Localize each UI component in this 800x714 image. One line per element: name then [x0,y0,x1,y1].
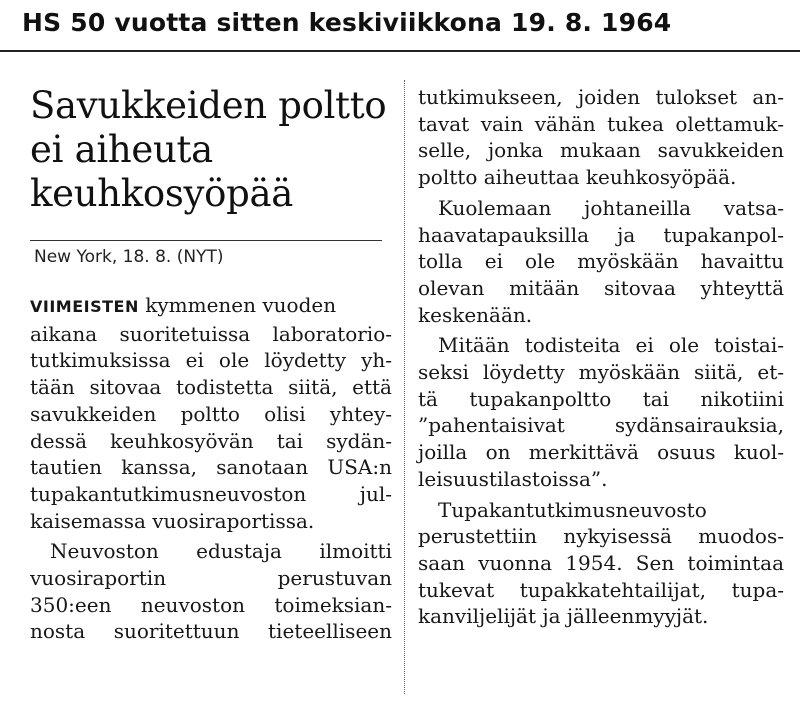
text-line: haavatapauksilla ja tupakanpol- [418,222,785,247]
headline-line: ei aiheuta [30,128,213,171]
text-line: tutkimuksissa ei ole löydetty yh- [30,348,393,373]
paragraph [418,332,784,492]
text-line: vuosiraportin perustuvan [30,566,392,591]
dateline: New York, 18. 8. (NYT) [34,247,224,267]
text-line: perustettiin nykyisessä muodos- [418,524,784,549]
right-body [418,84,784,630]
text-line: nosta suoritettuun tieteelliseen [30,619,392,644]
left-column [30,84,392,216]
text-line: Kuolemaan johtaneilla vatsa- [438,195,785,220]
text-line: tä tupakanpoltto tai nikotiini [418,386,785,411]
paragraph [418,84,784,191]
headline-line: Savukkeiden poltto [30,84,387,127]
text-line [30,292,392,321]
text-line: tolla ei ole myöskään havaittu [418,249,785,274]
text-line: tavat vain vähän tukea olettamuk- [418,111,785,136]
text-line: kaisemassa vuosiraportissa. [30,508,315,533]
paragraph [30,538,392,645]
column-divider [404,80,405,694]
paragraph [418,497,784,631]
text-line: tupakantutkimusneuvoston jul- [30,481,392,506]
text-line: Neuvoston edustaja ilmoitti [50,539,392,564]
header-rule [0,50,800,52]
text-line: tukevat tupakkatehtailijat, tupa- [418,577,785,602]
text-line: savukkeiden poltto olisi yhtey- [30,401,392,426]
text-line: kanviljelijät ja jälleenmyyjät. [418,604,709,629]
left-body [30,292,392,645]
text-line: ”pahentaisivat sydänsairauksia, [418,413,784,438]
text-line: joilla on merkittävä osuus kuol- [418,440,784,465]
paragraph [418,195,784,329]
text-line: tään sitovaa todistetta siitä, että [30,375,392,400]
text-line: selle, jonka mukaan savukkeiden [418,138,784,163]
lead-word: VIIMEISTEN [30,297,139,316]
text-line: tutkimukseen, joiden tulokset an- [418,85,784,109]
text-line: keskenään. [418,302,533,327]
text-line: aikana suoritetuissa laboratorio- [30,321,392,346]
text-line: 350:een neuvoston toimeksian- [30,592,392,617]
text-line: Tupakantutkimusneuvosto [438,497,707,522]
text-line: leisuustilastoissa”. [418,466,608,491]
page-header-title: HS 50 vuotta sitten keskiviikkona 19. 8. 1964 [22,8,672,37]
headline-line: keuhkosyöpää [30,172,294,215]
text-line: seksi löydetty myöskään siitä, et- [418,360,784,385]
text-line: tautien kanssa, sanotaan USA:n [30,455,392,480]
text-line: olevan mitään sitovaa yhteyttä [418,275,785,300]
text-line: saan vuonna 1954. Sen toimintaa [418,550,785,575]
dateline-rule [30,240,382,241]
headline [30,84,392,216]
text-line: Mitään todisteita ei ole toistai- [438,333,785,358]
paragraph [30,292,392,534]
text-line: dessä keuhkosyövän tai sydän- [30,428,393,453]
lead-line-rest: kymmenen vuoden [138,293,337,317]
text-line: poltto aiheuttaa keuhkosyöpää. [418,165,737,190]
